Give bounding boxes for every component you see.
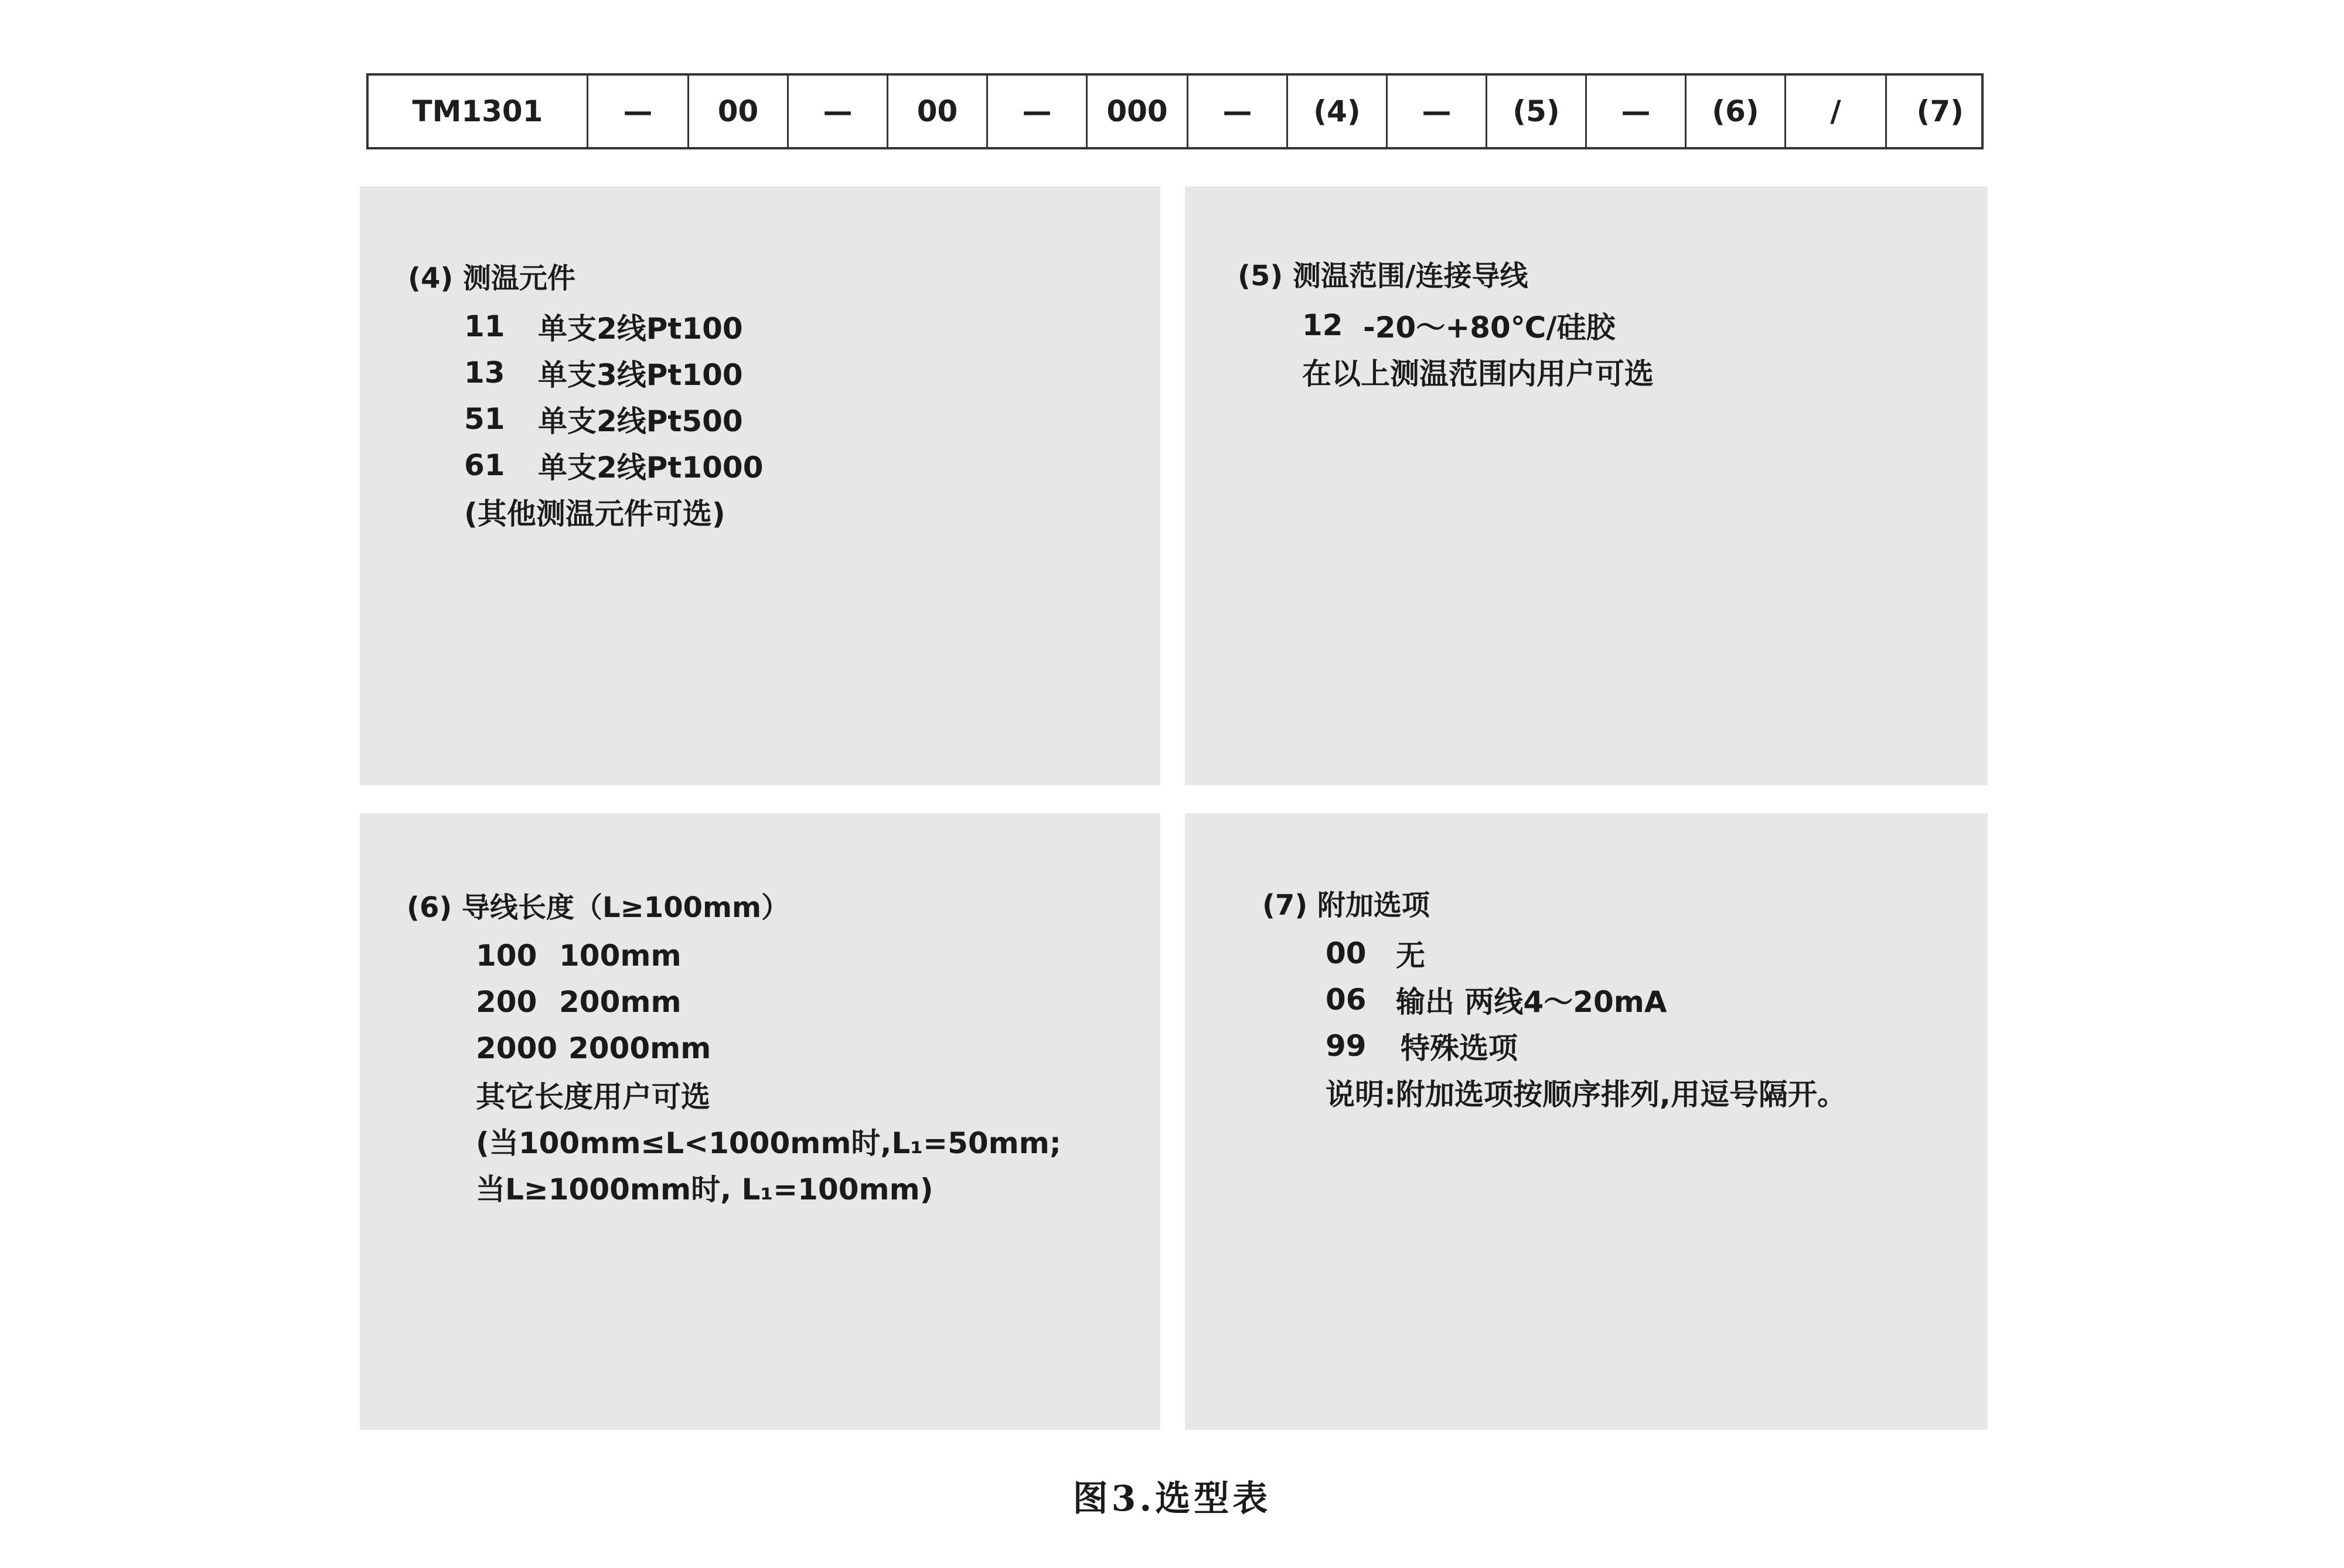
option-code: 99 — [1326, 1028, 1367, 1063]
code-cell-dash: — — [789, 76, 888, 147]
option-desc: -20～+80℃/硅胶 — [1363, 310, 1616, 345]
option-code: 06 — [1326, 982, 1367, 1017]
list-item — [476, 979, 1061, 1025]
option-desc: 特殊选项 — [1401, 1031, 1518, 1065]
list-item — [464, 303, 764, 349]
code-cell-model: TM1301 — [369, 76, 588, 147]
option-desc: 单支2线Pt100 — [538, 311, 743, 346]
code-cell-dash: — — [1587, 76, 1687, 147]
panel-note: 说明:附加选项按顺序排列,用逗号隔开。 — [1326, 1077, 1846, 1112]
option-code: 51 — [464, 401, 505, 436]
option-desc: 200mm — [559, 984, 682, 1019]
panel-note: 其它长度用户可选 — [476, 1079, 710, 1114]
code-cell-dash: — — [988, 76, 1088, 147]
option-list — [464, 303, 764, 534]
option-desc: 单支2线Pt500 — [538, 404, 743, 438]
panel-note: (其他测温元件可选) — [464, 496, 725, 531]
option-code: 12 — [1302, 308, 1343, 342]
code-cell-000: 000 — [1088, 76, 1188, 147]
list-item — [464, 396, 764, 442]
panel-additional-options — [1185, 813, 1988, 1430]
option-desc: 无 — [1396, 938, 1425, 973]
panel-note: 当L≥1000mm时, L₁=100mm) — [476, 1172, 933, 1206]
list-item — [464, 442, 764, 488]
option-code: 11 — [464, 309, 505, 343]
code-cell-00: 00 — [689, 76, 789, 147]
model-code-table — [366, 73, 1984, 149]
list-item — [476, 1025, 1061, 1071]
panel-sensor-element — [360, 186, 1160, 785]
panel-title: (5) 测温范围/连接导线 — [1238, 260, 1528, 292]
panel-title: (7) 附加选项 — [1262, 889, 1430, 922]
option-list — [1326, 930, 1846, 1115]
panel-temperature-range — [1185, 186, 1988, 785]
option-code: 13 — [464, 355, 505, 390]
list-item — [1326, 1022, 1846, 1069]
option-list — [476, 932, 1061, 1210]
list-item — [464, 349, 764, 396]
list-item — [1326, 930, 1846, 976]
code-cell-dash: — — [1188, 76, 1288, 147]
option-desc: 2000mm — [568, 1031, 711, 1065]
option-desc: 单支2线Pt1000 — [538, 450, 764, 485]
option-list — [1302, 302, 1654, 394]
option-code: 61 — [464, 448, 505, 482]
option-desc: 单支3线Pt100 — [538, 357, 743, 392]
panel-note: (当100mm≤L<1000mm时,L₁=50mm; — [476, 1126, 1061, 1160]
panel-title: (6) 导线长度（L≥100mm） — [407, 891, 790, 924]
panel-note: 在以上测温范围内用户可选 — [1302, 356, 1654, 391]
option-code: 2000 — [476, 1031, 558, 1065]
option-code: 100 — [476, 938, 537, 973]
list-item — [476, 932, 1061, 979]
code-cell-dash: — — [588, 76, 689, 147]
option-desc: 100mm — [559, 938, 682, 973]
option-code: 00 — [1326, 936, 1367, 970]
panel-lead-length — [360, 813, 1160, 1430]
list-item — [1302, 302, 1654, 348]
code-cell-option-5: (5) — [1487, 76, 1587, 147]
code-cell-dash: — — [1388, 76, 1487, 147]
list-item — [1326, 976, 1846, 1022]
code-cell-option-6: (6) — [1687, 76, 1786, 147]
code-cell-option-7: (7) — [1916, 94, 1964, 128]
code-cell-00: 00 — [888, 76, 988, 147]
code-cell-option-4: (4) — [1288, 76, 1388, 147]
option-desc: 输出 两线4～20mA — [1396, 984, 1667, 1019]
panel-title: (4) 测温元件 — [408, 262, 575, 295]
option-code: 200 — [476, 984, 537, 1019]
code-cell-slash: / — [1786, 76, 1887, 147]
figure-caption: 图3.选型表 — [1072, 1478, 1272, 1519]
